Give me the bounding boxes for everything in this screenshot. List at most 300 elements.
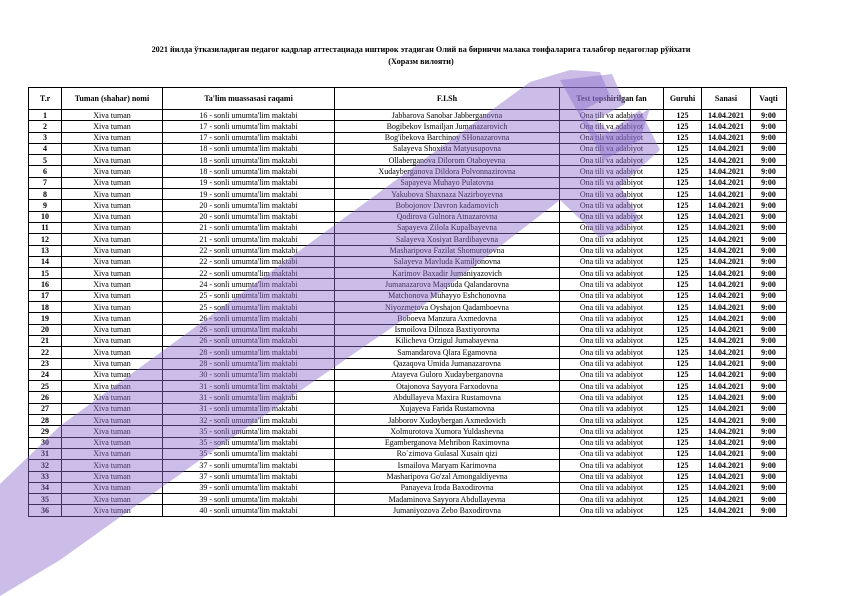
- teacher-name: Salayeva Xosiyat Bardibayevna: [335, 234, 560, 245]
- teacher-name: Abdullayeva Maxira Rustamovna: [335, 392, 560, 403]
- table-row: [29, 268, 787, 279]
- subject-name: Ona tili va adabiyot: [560, 211, 664, 222]
- subject-name: Ona tili va adabiyot: [560, 369, 664, 380]
- date-value: 14.04.2021: [702, 347, 751, 358]
- date-value: 14.04.2021: [702, 279, 751, 290]
- school-name: 26 - sonli umumta'lim maktabi: [163, 324, 335, 335]
- district-name: Xiva tuman: [62, 166, 163, 177]
- school-name: 18 - sonli umumta'lim maktabi: [163, 155, 335, 166]
- table-row: [29, 426, 787, 437]
- teacher-name: Sapayeva Zilola Kupalbayevna: [335, 222, 560, 233]
- column-header: Vaqti: [751, 88, 787, 110]
- subject-name: Ona tili va adabiyot: [560, 381, 664, 392]
- district-name: Xiva tuman: [62, 448, 163, 459]
- time-value: 9:00: [751, 471, 787, 482]
- teacher-name: Xujayeva Farida Rustamovna: [335, 403, 560, 414]
- school-name: 39 - sonli umumta'lim maktabi: [163, 482, 335, 493]
- group-number: 125: [664, 155, 702, 166]
- row-number: 3: [29, 132, 62, 143]
- subject-name: Ona tili va adabiyot: [560, 335, 664, 346]
- row-number: 19: [29, 313, 62, 324]
- table-row: [29, 471, 787, 482]
- date-value: 14.04.2021: [702, 166, 751, 177]
- time-value: 9:00: [751, 324, 787, 335]
- subject-name: Ona tili va adabiyot: [560, 482, 664, 493]
- district-name: Xiva tuman: [62, 200, 163, 211]
- time-value: 9:00: [751, 132, 787, 143]
- school-name: 28 - sonli umumta'lim maktabi: [163, 358, 335, 369]
- time-value: 9:00: [751, 347, 787, 358]
- subject-name: Ona tili va adabiyot: [560, 177, 664, 188]
- row-number: 15: [29, 268, 62, 279]
- table-row: [29, 403, 787, 414]
- row-number: 34: [29, 482, 62, 493]
- date-value: 14.04.2021: [702, 177, 751, 188]
- teacher-name: Jumanazarova Maqsuda Qalandarovna: [335, 279, 560, 290]
- group-number: 125: [664, 471, 702, 482]
- row-number: 4: [29, 143, 62, 154]
- teacher-name: Samandarova Qlara Egamovna: [335, 347, 560, 358]
- subject-name: Ona tili va adabiyot: [560, 121, 664, 132]
- teacher-name: Ro`zimova Gulasal Xusain qizi: [335, 448, 560, 459]
- teacher-name: Bobojonov Davron kadamovich: [335, 200, 560, 211]
- subject-name: Ona tili va adabiyot: [560, 437, 664, 448]
- teacher-name: Xudayberganova Dildora Polvonnazirovna: [335, 166, 560, 177]
- school-name: 31 - sonli umumta'lim maktabi: [163, 403, 335, 414]
- group-number: 125: [664, 222, 702, 233]
- date-value: 14.04.2021: [702, 256, 751, 267]
- school-name: 25 - sonli umumta'lim maktabi: [163, 302, 335, 313]
- teacher-name: Ismoilova Dilnoza Baxtiyorovna: [335, 324, 560, 335]
- school-name: 18 - sonli umumta'lim maktabi: [163, 166, 335, 177]
- date-value: 14.04.2021: [702, 200, 751, 211]
- table-row: [29, 313, 787, 324]
- row-number: 27: [29, 403, 62, 414]
- date-value: 14.04.2021: [702, 302, 751, 313]
- school-name: 18 - sonli umumta'lim maktabi: [163, 143, 335, 154]
- subject-name: Ona tili va adabiyot: [560, 132, 664, 143]
- date-value: 14.04.2021: [702, 143, 751, 154]
- date-value: 14.04.2021: [702, 460, 751, 471]
- date-value: 14.04.2021: [702, 471, 751, 482]
- time-value: 9:00: [751, 121, 787, 132]
- row-number: 18: [29, 302, 62, 313]
- district-name: Xiva tuman: [62, 290, 163, 301]
- teacher-name: Jabbarova Sanobar Jabberganovna: [335, 110, 560, 121]
- district-name: Xiva tuman: [62, 256, 163, 267]
- time-value: 9:00: [751, 155, 787, 166]
- school-name: 30 - sonli umumta'lim maktabi: [163, 369, 335, 380]
- group-number: 125: [664, 313, 702, 324]
- school-name: 26 - sonli umumta'lim maktabi: [163, 313, 335, 324]
- group-number: 125: [664, 110, 702, 121]
- subject-name: Ona tili va adabiyot: [560, 155, 664, 166]
- group-number: 125: [664, 392, 702, 403]
- group-number: 125: [664, 245, 702, 256]
- row-number: 31: [29, 448, 62, 459]
- row-number: 23: [29, 358, 62, 369]
- subject-name: Ona tili va adabiyot: [560, 143, 664, 154]
- group-number: 125: [664, 460, 702, 471]
- row-number: 22: [29, 347, 62, 358]
- time-value: 9:00: [751, 279, 787, 290]
- date-value: 14.04.2021: [702, 437, 751, 448]
- time-value: 9:00: [751, 381, 787, 392]
- group-number: 125: [664, 347, 702, 358]
- subject-name: Ona tili va adabiyot: [560, 415, 664, 426]
- table-row: [29, 347, 787, 358]
- school-name: 35 - sonli umumta'lim maktabi: [163, 426, 335, 437]
- time-value: 9:00: [751, 482, 787, 493]
- table-row: [29, 132, 787, 143]
- date-value: 14.04.2021: [702, 268, 751, 279]
- time-value: 9:00: [751, 166, 787, 177]
- time-value: 9:00: [751, 505, 787, 516]
- subject-name: Ona tili va adabiyot: [560, 505, 664, 516]
- district-name: Xiva tuman: [62, 132, 163, 143]
- time-value: 9:00: [751, 110, 787, 121]
- column-header: Sanasi: [702, 88, 751, 110]
- date-value: 14.04.2021: [702, 403, 751, 414]
- group-number: 125: [664, 177, 702, 188]
- row-number: 6: [29, 166, 62, 177]
- subject-name: Ona tili va adabiyot: [560, 290, 664, 301]
- teacher-name: Bogibekov Ismailjan Jumanazarovich: [335, 121, 560, 132]
- table-row: [29, 256, 787, 267]
- district-name: Xiva tuman: [62, 403, 163, 414]
- row-number: 25: [29, 381, 62, 392]
- table-row: [29, 110, 787, 121]
- row-number: 32: [29, 460, 62, 471]
- subject-name: Ona tili va adabiyot: [560, 256, 664, 267]
- group-number: 125: [664, 482, 702, 493]
- group-number: 125: [664, 415, 702, 426]
- row-number: 21: [29, 335, 62, 346]
- date-value: 14.04.2021: [702, 222, 751, 233]
- school-name: 26 - sonli umumta'lim maktabi: [163, 335, 335, 346]
- subject-name: Ona tili va adabiyot: [560, 347, 664, 358]
- subject-name: Ona tili va adabiyot: [560, 302, 664, 313]
- table-body: [29, 110, 787, 517]
- table-row: [29, 177, 787, 188]
- row-number: 10: [29, 211, 62, 222]
- date-value: 14.04.2021: [702, 110, 751, 121]
- table-row: [29, 245, 787, 256]
- school-name: 25 - sonli umumta'lim maktabi: [163, 290, 335, 301]
- table-row: [29, 448, 787, 459]
- table-row: [29, 155, 787, 166]
- table-row: [29, 290, 787, 301]
- row-number: 13: [29, 245, 62, 256]
- column-header: Test topshirilgan fan: [560, 88, 664, 110]
- teacher-name: Kilicheva Orzigul Jumabayevna: [335, 335, 560, 346]
- district-name: Xiva tuman: [62, 110, 163, 121]
- time-value: 9:00: [751, 268, 787, 279]
- district-name: Xiva tuman: [62, 121, 163, 132]
- date-value: 14.04.2021: [702, 392, 751, 403]
- time-value: 9:00: [751, 211, 787, 222]
- group-number: 125: [664, 335, 702, 346]
- district-name: Xiva tuman: [62, 177, 163, 188]
- subject-name: Ona tili va adabiyot: [560, 392, 664, 403]
- teacher-name: Karimov Baxadir Jumaniyazovich: [335, 268, 560, 279]
- time-value: 9:00: [751, 358, 787, 369]
- school-name: 21 - sonli umumta'lim maktabi: [163, 222, 335, 233]
- district-name: Xiva tuman: [62, 234, 163, 245]
- table-row: [29, 324, 787, 335]
- row-number: 12: [29, 234, 62, 245]
- teacher-name: Masharipova Fazilat Shomurotovna: [335, 245, 560, 256]
- row-number: 20: [29, 324, 62, 335]
- table-row: [29, 279, 787, 290]
- school-name: 19 - sonli umumta'lim maktabi: [163, 177, 335, 188]
- group-number: 125: [664, 279, 702, 290]
- teacher-name: Bog'ibekova Barchinoy SHonazarovna: [335, 132, 560, 143]
- subject-name: Ona tili va adabiyot: [560, 189, 664, 200]
- subject-name: Ona tili va adabiyot: [560, 234, 664, 245]
- document-subtitle: (Хоразм вилояти): [388, 57, 454, 66]
- subject-name: Ona tili va adabiyot: [560, 448, 664, 459]
- school-name: 20 - sonli umumta'lim maktabi: [163, 211, 335, 222]
- subject-name: Ona tili va adabiyot: [560, 110, 664, 121]
- school-name: 39 - sonli umumta'lim maktabi: [163, 494, 335, 505]
- time-value: 9:00: [751, 369, 787, 380]
- district-name: Xiva tuman: [62, 302, 163, 313]
- school-name: 17 - sonli umumta'lim maktabi: [163, 121, 335, 132]
- school-name: 32 - sonli umumta'lim maktabi: [163, 415, 335, 426]
- school-name: 37 - sonli umumta'lim maktabi: [163, 471, 335, 482]
- school-name: 37 - sonli umumta'lim maktabi: [163, 460, 335, 471]
- teacher-name: Egamberganova Mehribon Raximovna: [335, 437, 560, 448]
- subject-name: Ona tili va adabiyot: [560, 460, 664, 471]
- date-value: 14.04.2021: [702, 358, 751, 369]
- group-number: 125: [664, 234, 702, 245]
- row-number: 5: [29, 155, 62, 166]
- district-name: Xiva tuman: [62, 358, 163, 369]
- subject-name: Ona tili va adabiyot: [560, 313, 664, 324]
- teacher-name: Qazaqova Umida Jumanazarovna: [335, 358, 560, 369]
- subject-name: Ona tili va adabiyot: [560, 279, 664, 290]
- table-row: [29, 437, 787, 448]
- date-value: 14.04.2021: [702, 211, 751, 222]
- time-value: 9:00: [751, 437, 787, 448]
- teacher-name: Masharipova Go'zal Amongaldiyevna: [335, 471, 560, 482]
- group-number: 125: [664, 403, 702, 414]
- date-value: 14.04.2021: [702, 494, 751, 505]
- teacher-name: Salayeva Mavluda Kamiljonovna: [335, 256, 560, 267]
- teacher-name: Ollaberganova Dilorom Otaboyevna: [335, 155, 560, 166]
- group-number: 125: [664, 437, 702, 448]
- school-name: 31 - sonli umumta'lim maktabi: [163, 381, 335, 392]
- district-name: Xiva tuman: [62, 505, 163, 516]
- district-name: Xiva tuman: [62, 381, 163, 392]
- subject-name: Ona tili va adabiyot: [560, 426, 664, 437]
- time-value: 9:00: [751, 177, 787, 188]
- row-number: 17: [29, 290, 62, 301]
- district-name: Xiva tuman: [62, 222, 163, 233]
- date-value: 14.04.2021: [702, 426, 751, 437]
- teacher-name: Yakubova Shaxnaza Nazirboyevna: [335, 189, 560, 200]
- table-row: [29, 381, 787, 392]
- row-number: 24: [29, 369, 62, 380]
- column-header: Guruhi: [664, 88, 702, 110]
- group-number: 125: [664, 121, 702, 132]
- time-value: 9:00: [751, 234, 787, 245]
- time-value: 9:00: [751, 143, 787, 154]
- school-name: 35 - sonli umumta'lim maktabi: [163, 448, 335, 459]
- school-name: 19 - sonli umumta'lim maktabi: [163, 189, 335, 200]
- district-name: Xiva tuman: [62, 313, 163, 324]
- date-value: 14.04.2021: [702, 189, 751, 200]
- teacher-name: Madaminova Sayyora Abdullayevna: [335, 494, 560, 505]
- column-header: F.I.Sh: [335, 88, 560, 110]
- table-row: [29, 302, 787, 313]
- group-number: 125: [664, 290, 702, 301]
- district-name: Xiva tuman: [62, 268, 163, 279]
- row-number: 35: [29, 494, 62, 505]
- district-name: Xiva tuman: [62, 426, 163, 437]
- row-number: 8: [29, 189, 62, 200]
- time-value: 9:00: [751, 448, 787, 459]
- school-name: 22 - sonli umumta'lim maktabi: [163, 245, 335, 256]
- table-row: [29, 121, 787, 132]
- district-name: Xiva tuman: [62, 245, 163, 256]
- school-name: 20 - sonli umumta'lim maktabi: [163, 200, 335, 211]
- subject-name: Ona tili va adabiyot: [560, 200, 664, 211]
- table-row: [29, 211, 787, 222]
- time-value: 9:00: [751, 335, 787, 346]
- table-row: [29, 335, 787, 346]
- row-number: 30: [29, 437, 62, 448]
- row-number: 29: [29, 426, 62, 437]
- district-name: Xiva tuman: [62, 335, 163, 346]
- district-name: Xiva tuman: [62, 460, 163, 471]
- teachers-table: [28, 87, 787, 517]
- time-value: 9:00: [751, 222, 787, 233]
- school-name: 22 - sonli umumta'lim maktabi: [163, 268, 335, 279]
- row-number: 2: [29, 121, 62, 132]
- district-name: Xiva tuman: [62, 415, 163, 426]
- district-name: Xiva tuman: [62, 369, 163, 380]
- row-number: 14: [29, 256, 62, 267]
- time-value: 9:00: [751, 392, 787, 403]
- table-row: [29, 392, 787, 403]
- district-name: Xiva tuman: [62, 279, 163, 290]
- column-header: T.r: [29, 88, 62, 110]
- row-number: 28: [29, 415, 62, 426]
- column-header: Ta'lim muassasasi raqami: [163, 88, 335, 110]
- teacher-name: Matchonova Muhayyo Eshchonovna: [335, 290, 560, 301]
- group-number: 125: [664, 166, 702, 177]
- table-row: [29, 482, 787, 493]
- document-title: 2021 йилда ўтказиладиган педагог кадрлар аттестациада иштирок этадиган Олий ва биринчи малака тоифаларига талабгор педагоглар рўйхати: [151, 45, 691, 54]
- district-name: Xiva tuman: [62, 143, 163, 154]
- subject-name: Ona tili va adabiyot: [560, 358, 664, 369]
- group-number: 125: [664, 358, 702, 369]
- group-number: 125: [664, 324, 702, 335]
- date-value: 14.04.2021: [702, 369, 751, 380]
- subject-name: Ona tili va adabiyot: [560, 245, 664, 256]
- time-value: 9:00: [751, 200, 787, 211]
- date-value: 14.04.2021: [702, 448, 751, 459]
- district-name: Xiva tuman: [62, 324, 163, 335]
- date-value: 14.04.2021: [702, 132, 751, 143]
- date-value: 14.04.2021: [702, 415, 751, 426]
- date-value: 14.04.2021: [702, 234, 751, 245]
- school-name: 24 - sonli umumta'lim maktabi: [163, 279, 335, 290]
- school-name: 35 - sonli umumta'lim maktabi: [163, 437, 335, 448]
- date-value: 14.04.2021: [702, 155, 751, 166]
- table-row: [29, 234, 787, 245]
- time-value: 9:00: [751, 256, 787, 267]
- teacher-name: Niyozmetova Oyshajon Qadamboevna: [335, 302, 560, 313]
- group-number: 125: [664, 200, 702, 211]
- group-number: 125: [664, 505, 702, 516]
- subject-name: Ona tili va adabiyot: [560, 268, 664, 279]
- group-number: 125: [664, 189, 702, 200]
- date-value: 14.04.2021: [702, 313, 751, 324]
- district-name: Xiva tuman: [62, 437, 163, 448]
- teacher-name: Xolmurotova Xumora Yuldashevna: [335, 426, 560, 437]
- subject-name: Ona tili va adabiyot: [560, 324, 664, 335]
- group-number: 125: [664, 448, 702, 459]
- table-row: [29, 200, 787, 211]
- subject-name: Ona tili va adabiyot: [560, 471, 664, 482]
- district-name: Xiva tuman: [62, 347, 163, 358]
- district-name: Xiva tuman: [62, 392, 163, 403]
- district-name: Xiva tuman: [62, 155, 163, 166]
- school-name: 16 - sonli umumta'lim maktabi: [163, 110, 335, 121]
- table-row: [29, 369, 787, 380]
- group-number: 125: [664, 426, 702, 437]
- district-name: Xiva tuman: [62, 482, 163, 493]
- table-row: [29, 460, 787, 471]
- group-number: 125: [664, 369, 702, 380]
- table-row: [29, 415, 787, 426]
- group-number: 125: [664, 132, 702, 143]
- time-value: 9:00: [751, 494, 787, 505]
- teacher-name: Sapayeva Muhayo Pulatovna: [335, 177, 560, 188]
- row-number: 16: [29, 279, 62, 290]
- teacher-name: Panayeva Iroda Baxodirovna: [335, 482, 560, 493]
- date-value: 14.04.2021: [702, 381, 751, 392]
- school-name: 21 - sonli umumta'lim maktabi: [163, 234, 335, 245]
- table-row: [29, 189, 787, 200]
- row-number: 7: [29, 177, 62, 188]
- group-number: 125: [664, 143, 702, 154]
- date-value: 14.04.2021: [702, 121, 751, 132]
- teacher-name: Atayeva Guloro Xudayberganovna: [335, 369, 560, 380]
- subject-name: Ona tili va adabiyot: [560, 403, 664, 414]
- teacher-name: Salayeva Shoxista Matyusupovna: [335, 143, 560, 154]
- row-number: 11: [29, 222, 62, 233]
- group-number: 125: [664, 211, 702, 222]
- time-value: 9:00: [751, 189, 787, 200]
- school-name: 40 - sonli umumta'lim maktabi: [163, 505, 335, 516]
- subject-name: Ona tili va adabiyot: [560, 222, 664, 233]
- teacher-name: Boboeva Manzura Axmedovna: [335, 313, 560, 324]
- district-name: Xiva tuman: [62, 471, 163, 482]
- table-header-row: [29, 88, 787, 110]
- district-name: Xiva tuman: [62, 189, 163, 200]
- date-value: 14.04.2021: [702, 335, 751, 346]
- subject-name: Ona tili va adabiyot: [560, 166, 664, 177]
- group-number: 125: [664, 268, 702, 279]
- date-value: 14.04.2021: [702, 482, 751, 493]
- date-value: 14.04.2021: [702, 245, 751, 256]
- time-value: 9:00: [751, 245, 787, 256]
- column-header: Tuman (shahar) nomi: [62, 88, 163, 110]
